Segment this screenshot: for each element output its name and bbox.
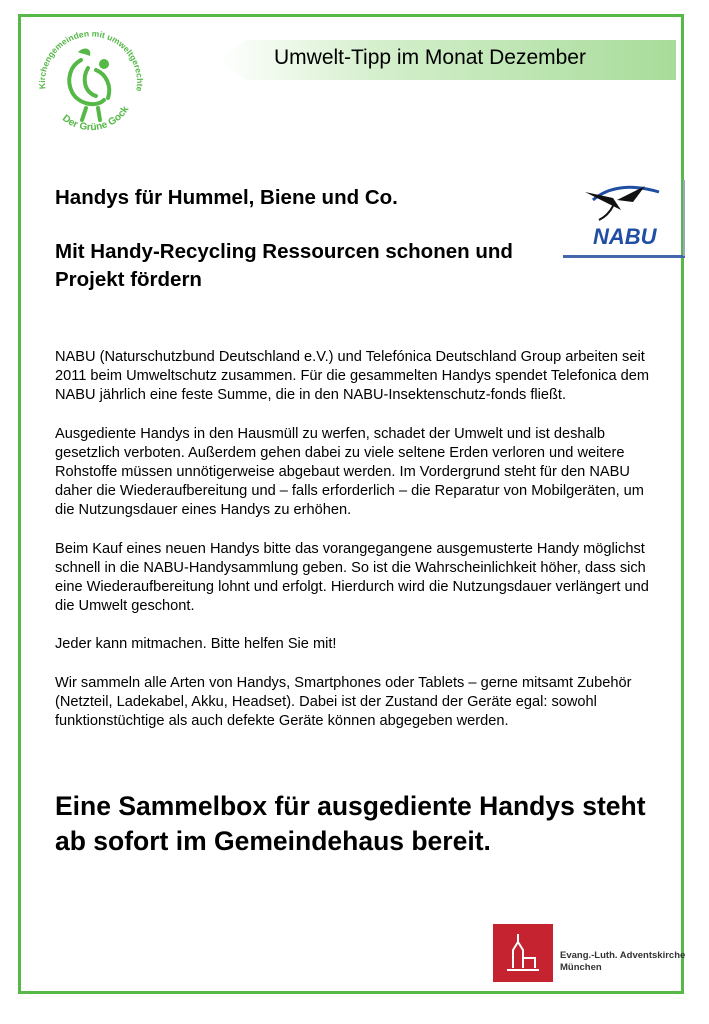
- gruener-gockel-logo: [26, 22, 156, 152]
- banner-title: Umwelt-Tipp im Monat Dezember: [274, 46, 586, 69]
- nabu-underline: [563, 255, 685, 258]
- paragraph: NABU (Naturschutzbund Deutschland e.V.) und Telefónica Deutschland Group arbeiten seit 2011 beim Umweltschutz zusammen. Für die gesammelten Handys spendet Telefonica dem NABU jährlich eine feste Summe, die in den NABU-Insektenschutz-fonds fließt.: [55, 349, 650, 404]
- banner: [218, 40, 676, 80]
- church-name: [560, 950, 685, 974]
- nabu-logo: [563, 180, 685, 260]
- article-body: [55, 348, 665, 750]
- paragraph: Jeder kann mitmachen. Bitte helfen Sie mit!: [55, 636, 337, 653]
- church-logo: [493, 924, 553, 982]
- nabu-divider: [683, 180, 685, 256]
- svg-text:Kirchengemeinden mit umweltger: Kirchengemeinden mit umweltgerechte: [36, 28, 146, 93]
- paragraph: Wir sammeln alle Arten von Handys, Smartphones oder Tablets – gerne mitsamt Zubehör (Netzteil, Ladekabel, Akku, Headset). Dabei ist der Zustand der Geräte egal: sowohl funktionstüchtige als auch defekte Geräte können abgegeben werden.: [55, 674, 632, 730]
- subheadline: Mit Handy-Recycling Ressourcen schonen und Projekt fördern: [55, 240, 513, 291]
- paragraph: Beim Kauf eines neuen Handys bitte das vorangegangene ausgemusterte Handy möglichst schnell in die NABU-Handysammlung geben. So ist die Wahrscheinlichkeit höher, dass sich eine Wiederaufbereitung lohnt und erfolgt. Hierdurch wird die Nutzungsdauer verlängert und die Umwelt geschont.: [55, 540, 649, 615]
- church-name-line1: Evang.-Luth. Adventskirche: [560, 950, 686, 961]
- church-name-line2: München: [560, 962, 602, 973]
- svg-text:NABU: NABU: [593, 224, 657, 249]
- paragraph: Ausgediente Handys in den Hausmüll zu werfen, schadet der Umwelt und ist deshalb gesetzlich verboten. Außerdem gehen dabei zu viele seltene Erden verloren und weitere Rohstoffe müssen unnötigerweise abgebaut werden. Im Vordergrund steht für den NABU daher die Wiederaufbereitung und – falls erforderlich – die Reparatur von Mobilgeräten, um die Nutzungsdauer eines Handys zu erhöhen.: [55, 425, 644, 519]
- closing-announcement: Eine Sammelbox für ausgediente Handys steht ab sofort im Gemeindehaus bereit.: [55, 791, 646, 856]
- svg-text:Der Grüne Gockel: Der Grüne Gock: [60, 104, 132, 134]
- headline: Handys für Hummel, Biene und Co.: [55, 186, 398, 209]
